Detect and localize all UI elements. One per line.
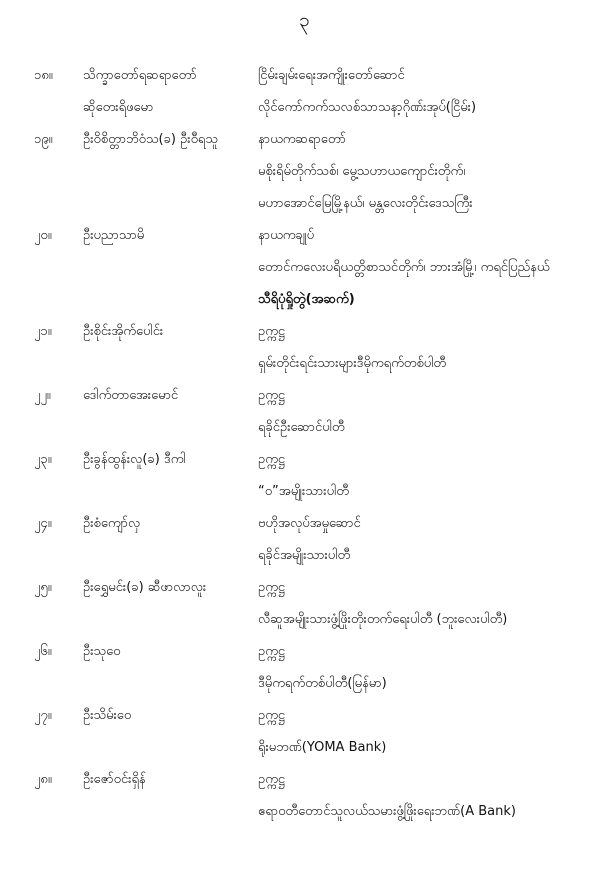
list-entry: [0, 124, 609, 220]
role-text: နာယကဆရာတော်: [258, 132, 346, 147]
entry-line: [0, 156, 609, 188]
list-entry: [0, 220, 609, 284]
entry-line: [0, 220, 609, 252]
role-text: ဥက္ကဋ္ဌ: [258, 324, 285, 339]
list-entry: [0, 508, 609, 572]
role-text: ရခိုင်အမျိုးသားပါတီ: [258, 548, 351, 563]
entry-line: [0, 252, 609, 284]
entry-number: ၂၂။: [34, 388, 51, 403]
list-entry: [0, 764, 609, 828]
entry-number: ၁၈။: [34, 68, 53, 83]
entry-number: ၂၇။: [34, 708, 52, 723]
role-text: မစိုးရိမ်တိုက်သစ်၊ မွေ့သဟာယကျောင်းတိုက်၊: [258, 164, 466, 179]
entry-line: [0, 284, 609, 316]
role-text: ဥက္ကဋ္ဌ: [258, 644, 285, 659]
page-number: ၃: [299, 9, 310, 31]
list-entry: [0, 636, 609, 700]
person-name: ဦးခွန်ထွန်းလူ(ခ) ဒီကါ: [83, 452, 186, 467]
role-text: ဒီမိုကရက်တစ်ပါတီ(မြန်မာ): [258, 676, 387, 691]
person-name: သိက္ခာတော်ရဆရာတော်: [83, 68, 197, 83]
role-text: ဗဟိုအလုပ်အမှုဆောင်: [258, 516, 361, 531]
entry-line: [0, 636, 609, 668]
list-entry: [0, 700, 609, 764]
entry-line: [0, 732, 609, 764]
role-text: ဥက္ကဋ္ဌ: [258, 708, 285, 723]
person-name: ဦးစံကျော်လှ: [83, 516, 141, 531]
entry-line: [0, 796, 609, 828]
person-name: ဦးပညာသာမိ: [83, 228, 145, 243]
entry-number: ၂၅။: [34, 580, 52, 595]
role-text: နာယကချုပ်: [258, 228, 315, 243]
role-text: ဧရာဝတီတောင်သူလယ်သမားဖွံ့ဖြိုးရေးဘဏ်(A Bank): [258, 804, 516, 819]
section-heading-block: [0, 284, 609, 316]
entry-line: [0, 604, 609, 636]
list-entry: [0, 444, 609, 508]
role-text: ဥက္ကဋ္ဌ: [258, 452, 285, 467]
entry-number: ၂၈။: [34, 772, 52, 787]
entry-line: [0, 668, 609, 700]
entry-line: [0, 348, 609, 380]
entry-line: [0, 412, 609, 444]
entry-line: [0, 476, 609, 508]
role-text: ဥက္ကဋ္ဌ: [258, 388, 285, 403]
role-text: “ဝ”အမျိုးသားပါတီ: [258, 484, 349, 499]
entry-number: ၂၁။: [34, 324, 52, 339]
entry-line: [0, 124, 609, 156]
list-entry: [0, 572, 609, 636]
entry-line: [0, 700, 609, 732]
person-name: ဦးစိုင်းအိုက်ပေါင်း: [83, 324, 164, 339]
entry-line: [0, 444, 609, 476]
role-text: လီဆူအမျိုးသားဖွံ့ဖြိုးတိုးတက်ရေးပါတီ (ဘူးလေးပါတီ): [258, 612, 508, 627]
entry-number: ၂၃။: [34, 452, 52, 467]
person-name: ဦးသုဝေ: [83, 644, 121, 659]
role-text: ဥက္ကဋ္ဌ: [258, 580, 285, 595]
role-text: မဟာအောင်မြေမြို့နယ်၊ မန္တလေးတိုင်းဒေသကြီး: [258, 196, 473, 211]
list-entry: [0, 60, 609, 124]
entry-line: [0, 764, 609, 796]
entry-line: [0, 380, 609, 412]
role-text: ရိုးမဘဏ်(YOMA Bank): [258, 740, 387, 755]
person-name: ဦးဝိစိတ္တာဘိဝံသ(ခ) ဦးဝီရသူ: [83, 132, 218, 147]
role-text: ရခိုင်ဦးဆောင်ပါတီ: [258, 420, 345, 435]
person-name: ဆိုတေးရိဖမော: [83, 100, 154, 115]
entry-number: ၁၉။: [34, 132, 53, 147]
entry-line: [0, 60, 609, 92]
entry-number: ၂၀။: [34, 228, 52, 243]
entry-list: [0, 60, 609, 828]
entry-line: [0, 188, 609, 220]
entry-line: [0, 572, 609, 604]
role-text: ရှမ်းတိုင်းရင်းသားများဒီမိုကရက်တစ်ပါတီ: [258, 356, 447, 371]
entry-line: [0, 316, 609, 348]
person-name: ဦးသိမ်းဝေ: [83, 708, 132, 723]
entry-line: [0, 540, 609, 572]
entry-number: ၂၆။: [34, 644, 52, 659]
section-heading: သီရိပုံရှိုတွဲ(အဆက်): [258, 292, 355, 307]
role-text: ဥက္ကဋ္ဌ: [258, 772, 285, 787]
role-text: တောင်ကလေးပရိယတ္တိစာသင်တိုက်၊ ဘားအံမြို့၊ ကရင်ပြည်နယ်: [258, 260, 550, 275]
role-text: လိုင်ကော်ကက်သလစ်သာသနာ့ဂိုဏ်းအုပ်(ငြိမ်း): [258, 100, 477, 115]
person-name: ဒေါက်တာအေးမောင်: [83, 388, 179, 403]
list-entry: [0, 316, 609, 380]
person-name: ဦးရွှေမင်း(ခ) ဆီဖာလာလူး: [83, 580, 207, 595]
entry-number: ၂၄။: [34, 516, 52, 531]
entry-line: [0, 92, 609, 124]
list-entry: [0, 380, 609, 444]
entry-line: [0, 508, 609, 540]
person-name: ဦးဇော်ဝင်းရှိန်: [83, 772, 146, 787]
role-text: ငြိမ်းချမ်းရေးအကျိုးတော်ဆောင်: [258, 68, 405, 83]
